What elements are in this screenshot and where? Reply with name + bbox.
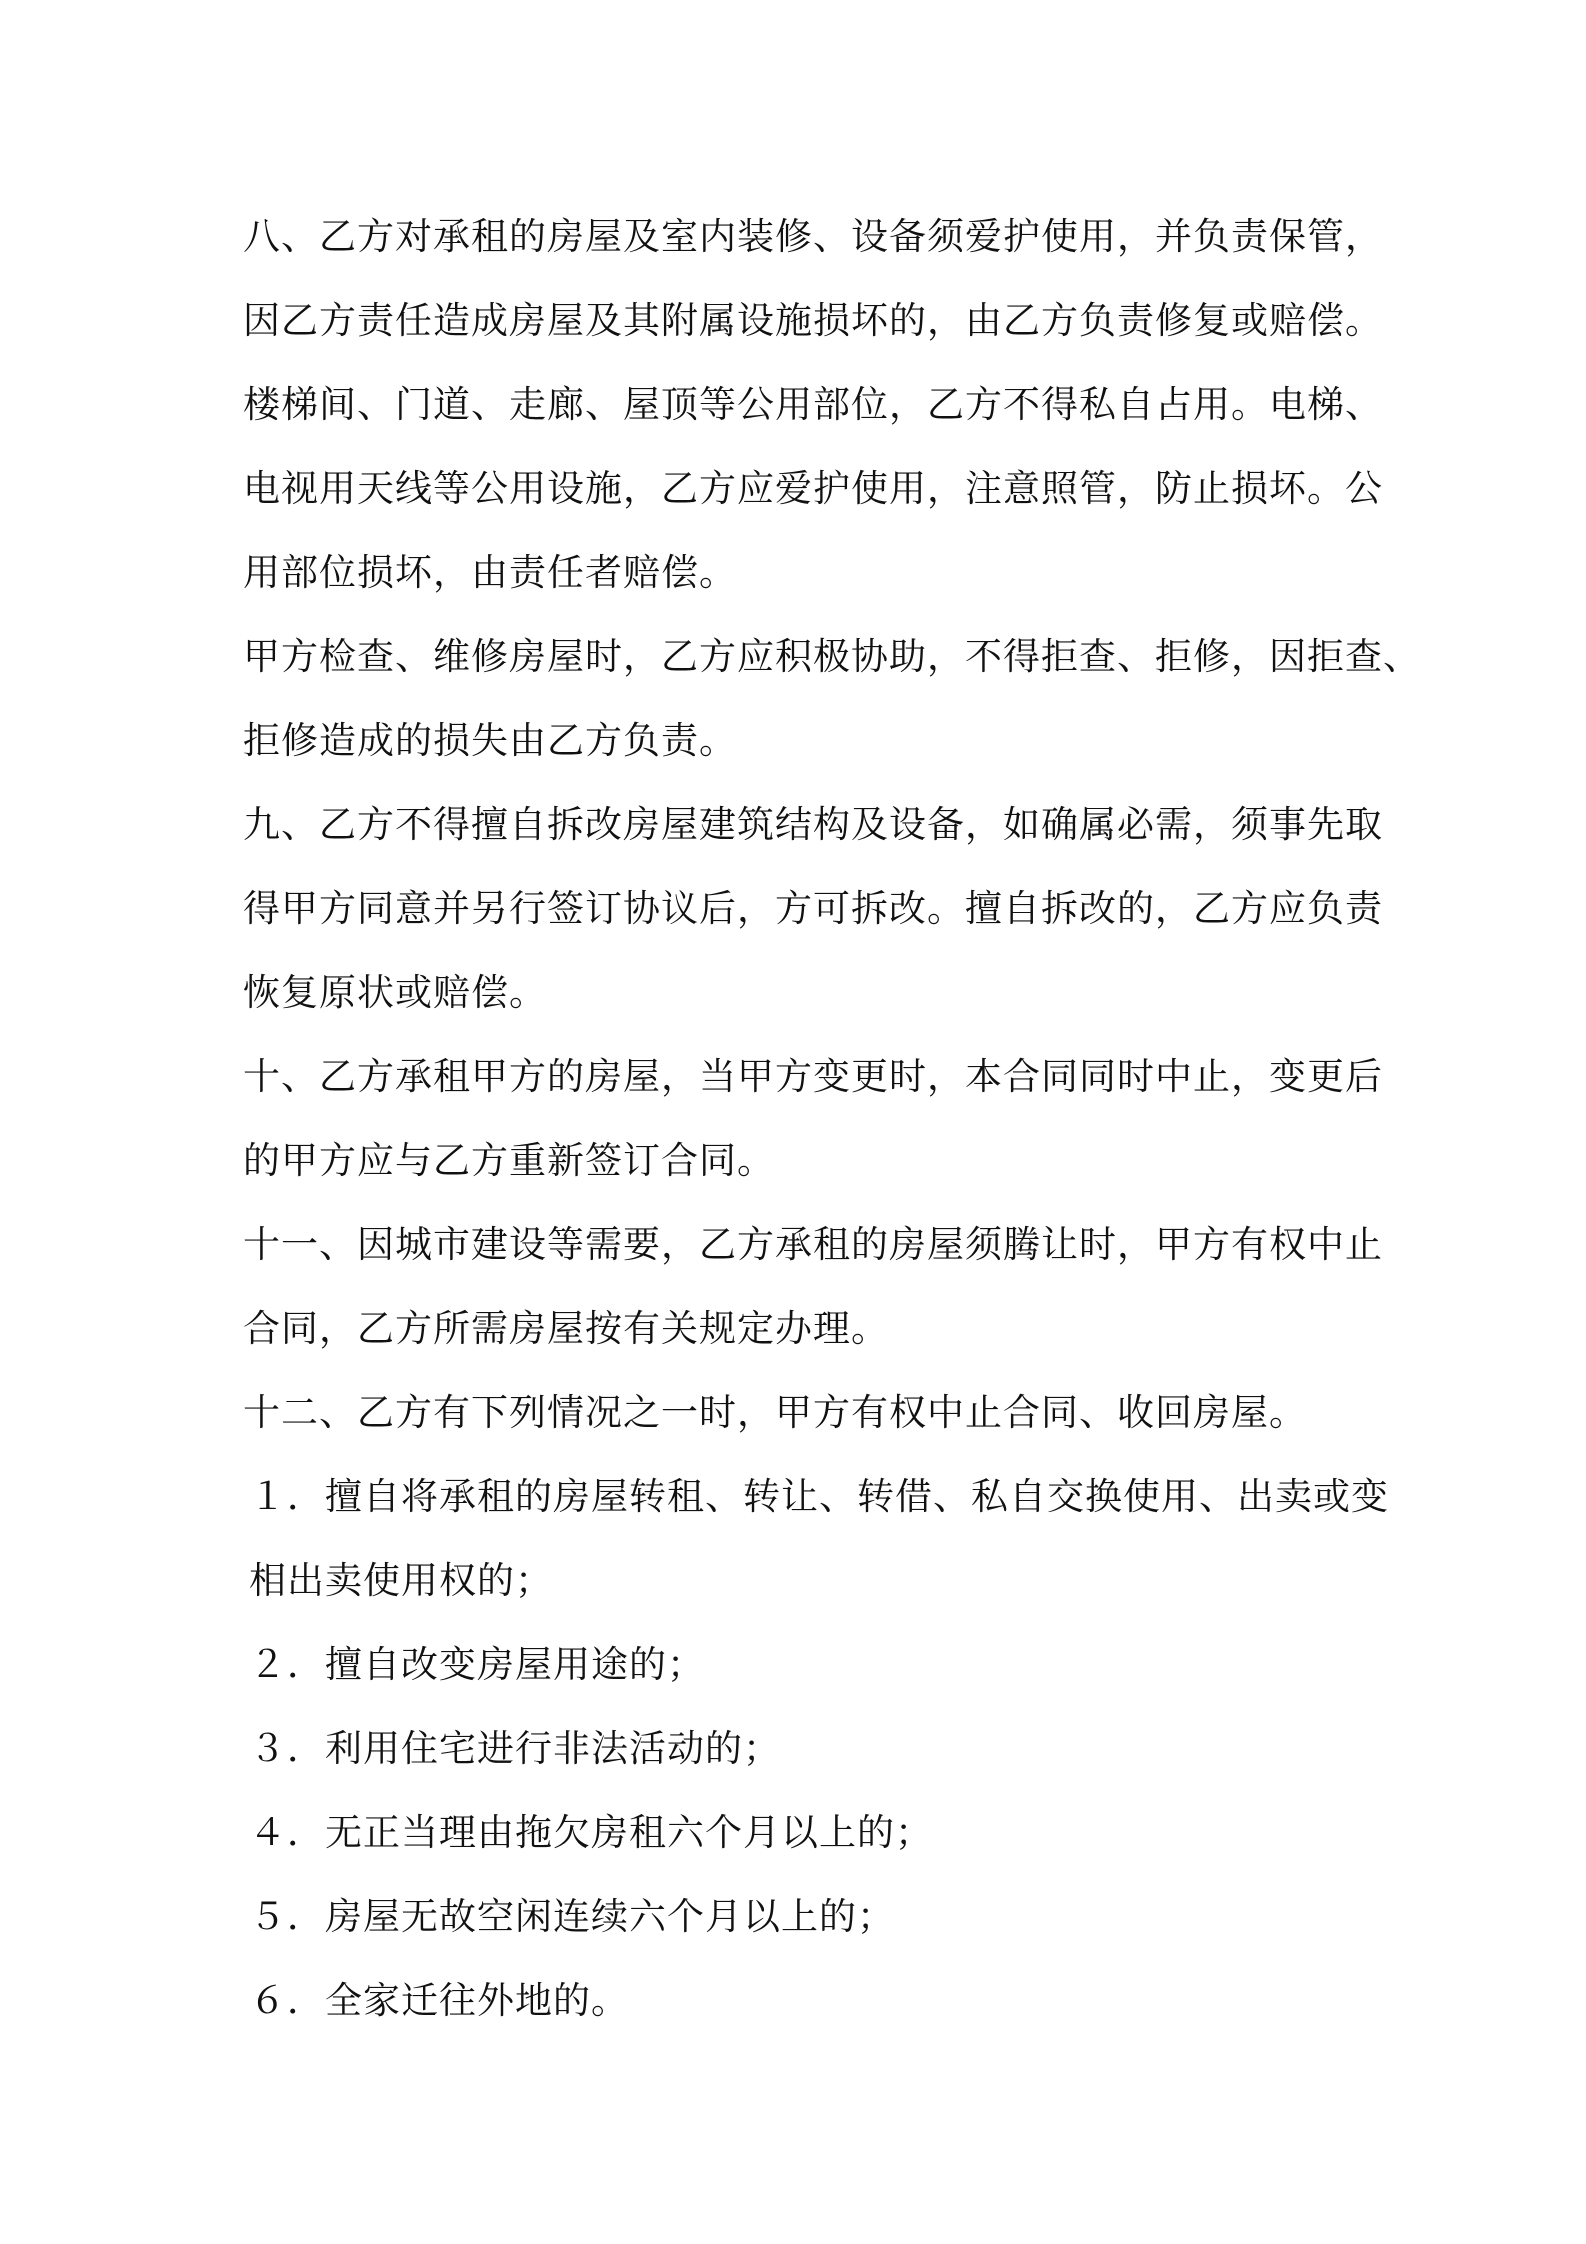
document-page (243, 195, 1421, 2043)
clause-8 (243, 195, 1383, 615)
text-line: 十一、因城市建设等需要，乙方承租的房屋须腾让时，甲方有权中止 (243, 1223, 1383, 1266)
clause-9 (243, 783, 1383, 1035)
list-item-4 (243, 1791, 1363, 1875)
text-line: １．擅自将承租的房屋转租、转让、转借、私自交换使用、出卖或变 (249, 1475, 1389, 1518)
text-line: ２．擅自改变房屋用途的； (249, 1643, 705, 1686)
text-line: 十、乙方承租甲方的房屋，当甲方变更时，本合同同时中止，变更后 (243, 1055, 1383, 1098)
text-line: 楼梯间、门道、走廊、屋顶等公用部位，乙方不得私自占用。电梯、 (243, 383, 1383, 426)
text-line: ４．无正当理由拖欠房租六个月以上的； (249, 1811, 933, 1854)
text-line: 拒修造成的损失由乙方负责。 (243, 719, 737, 762)
text-line: 电视用天线等公用设施，乙方应爱护使用，注意照管，防止损坏。公 (243, 467, 1383, 510)
text-line: ５．房屋无故空闲连续六个月以上的； (249, 1895, 895, 1938)
text-line: 得甲方同意并另行签订协议后，方可拆改。擅自拆改的，乙方应负责 (243, 887, 1383, 930)
text-line: 恢复原状或赔偿。 (243, 971, 547, 1014)
clause-11 (243, 1203, 1383, 1371)
text-line: 相出卖使用权的； (249, 1559, 553, 1602)
text-line: ６．全家迁往外地的。 (249, 1979, 629, 2022)
text-line: 八、乙方对承租的房屋及室内装修、设备须爱护使用，并负责保管， (243, 215, 1383, 258)
text-line: 的甲方应与乙方重新签订合同。 (243, 1139, 775, 1182)
text-line: 用部位损坏，由责任者赔偿。 (243, 551, 737, 594)
clause-10 (243, 1035, 1383, 1203)
text-line: 因乙方责任造成房屋及其附属设施损坏的，由乙方负责修复或赔偿。 (243, 299, 1383, 342)
clause-8-inspection (243, 615, 1421, 783)
list-item-5 (243, 1875, 1363, 1959)
text-line: 合同，乙方所需房屋按有关规定办理。 (243, 1307, 889, 1350)
list-item-3 (243, 1707, 1363, 1791)
text-line: 甲方检查、维修房屋时，乙方应积极协助，不得拒查、拒修，因拒查、 (243, 635, 1421, 678)
text-line: ３．利用住宅进行非法活动的； (249, 1727, 781, 1770)
text-line: 十二、乙方有下列情况之一时，甲方有权中止合同、收回房屋。 (243, 1391, 1307, 1434)
text-line: 九、乙方不得擅自拆改房屋建筑结构及设备，如确属必需，须事先取 (243, 803, 1383, 846)
list-item-2 (243, 1623, 1363, 1707)
list-item-1 (243, 1455, 1389, 1623)
list-item-6 (243, 1959, 1363, 2043)
clause-12 (243, 1371, 1363, 1455)
